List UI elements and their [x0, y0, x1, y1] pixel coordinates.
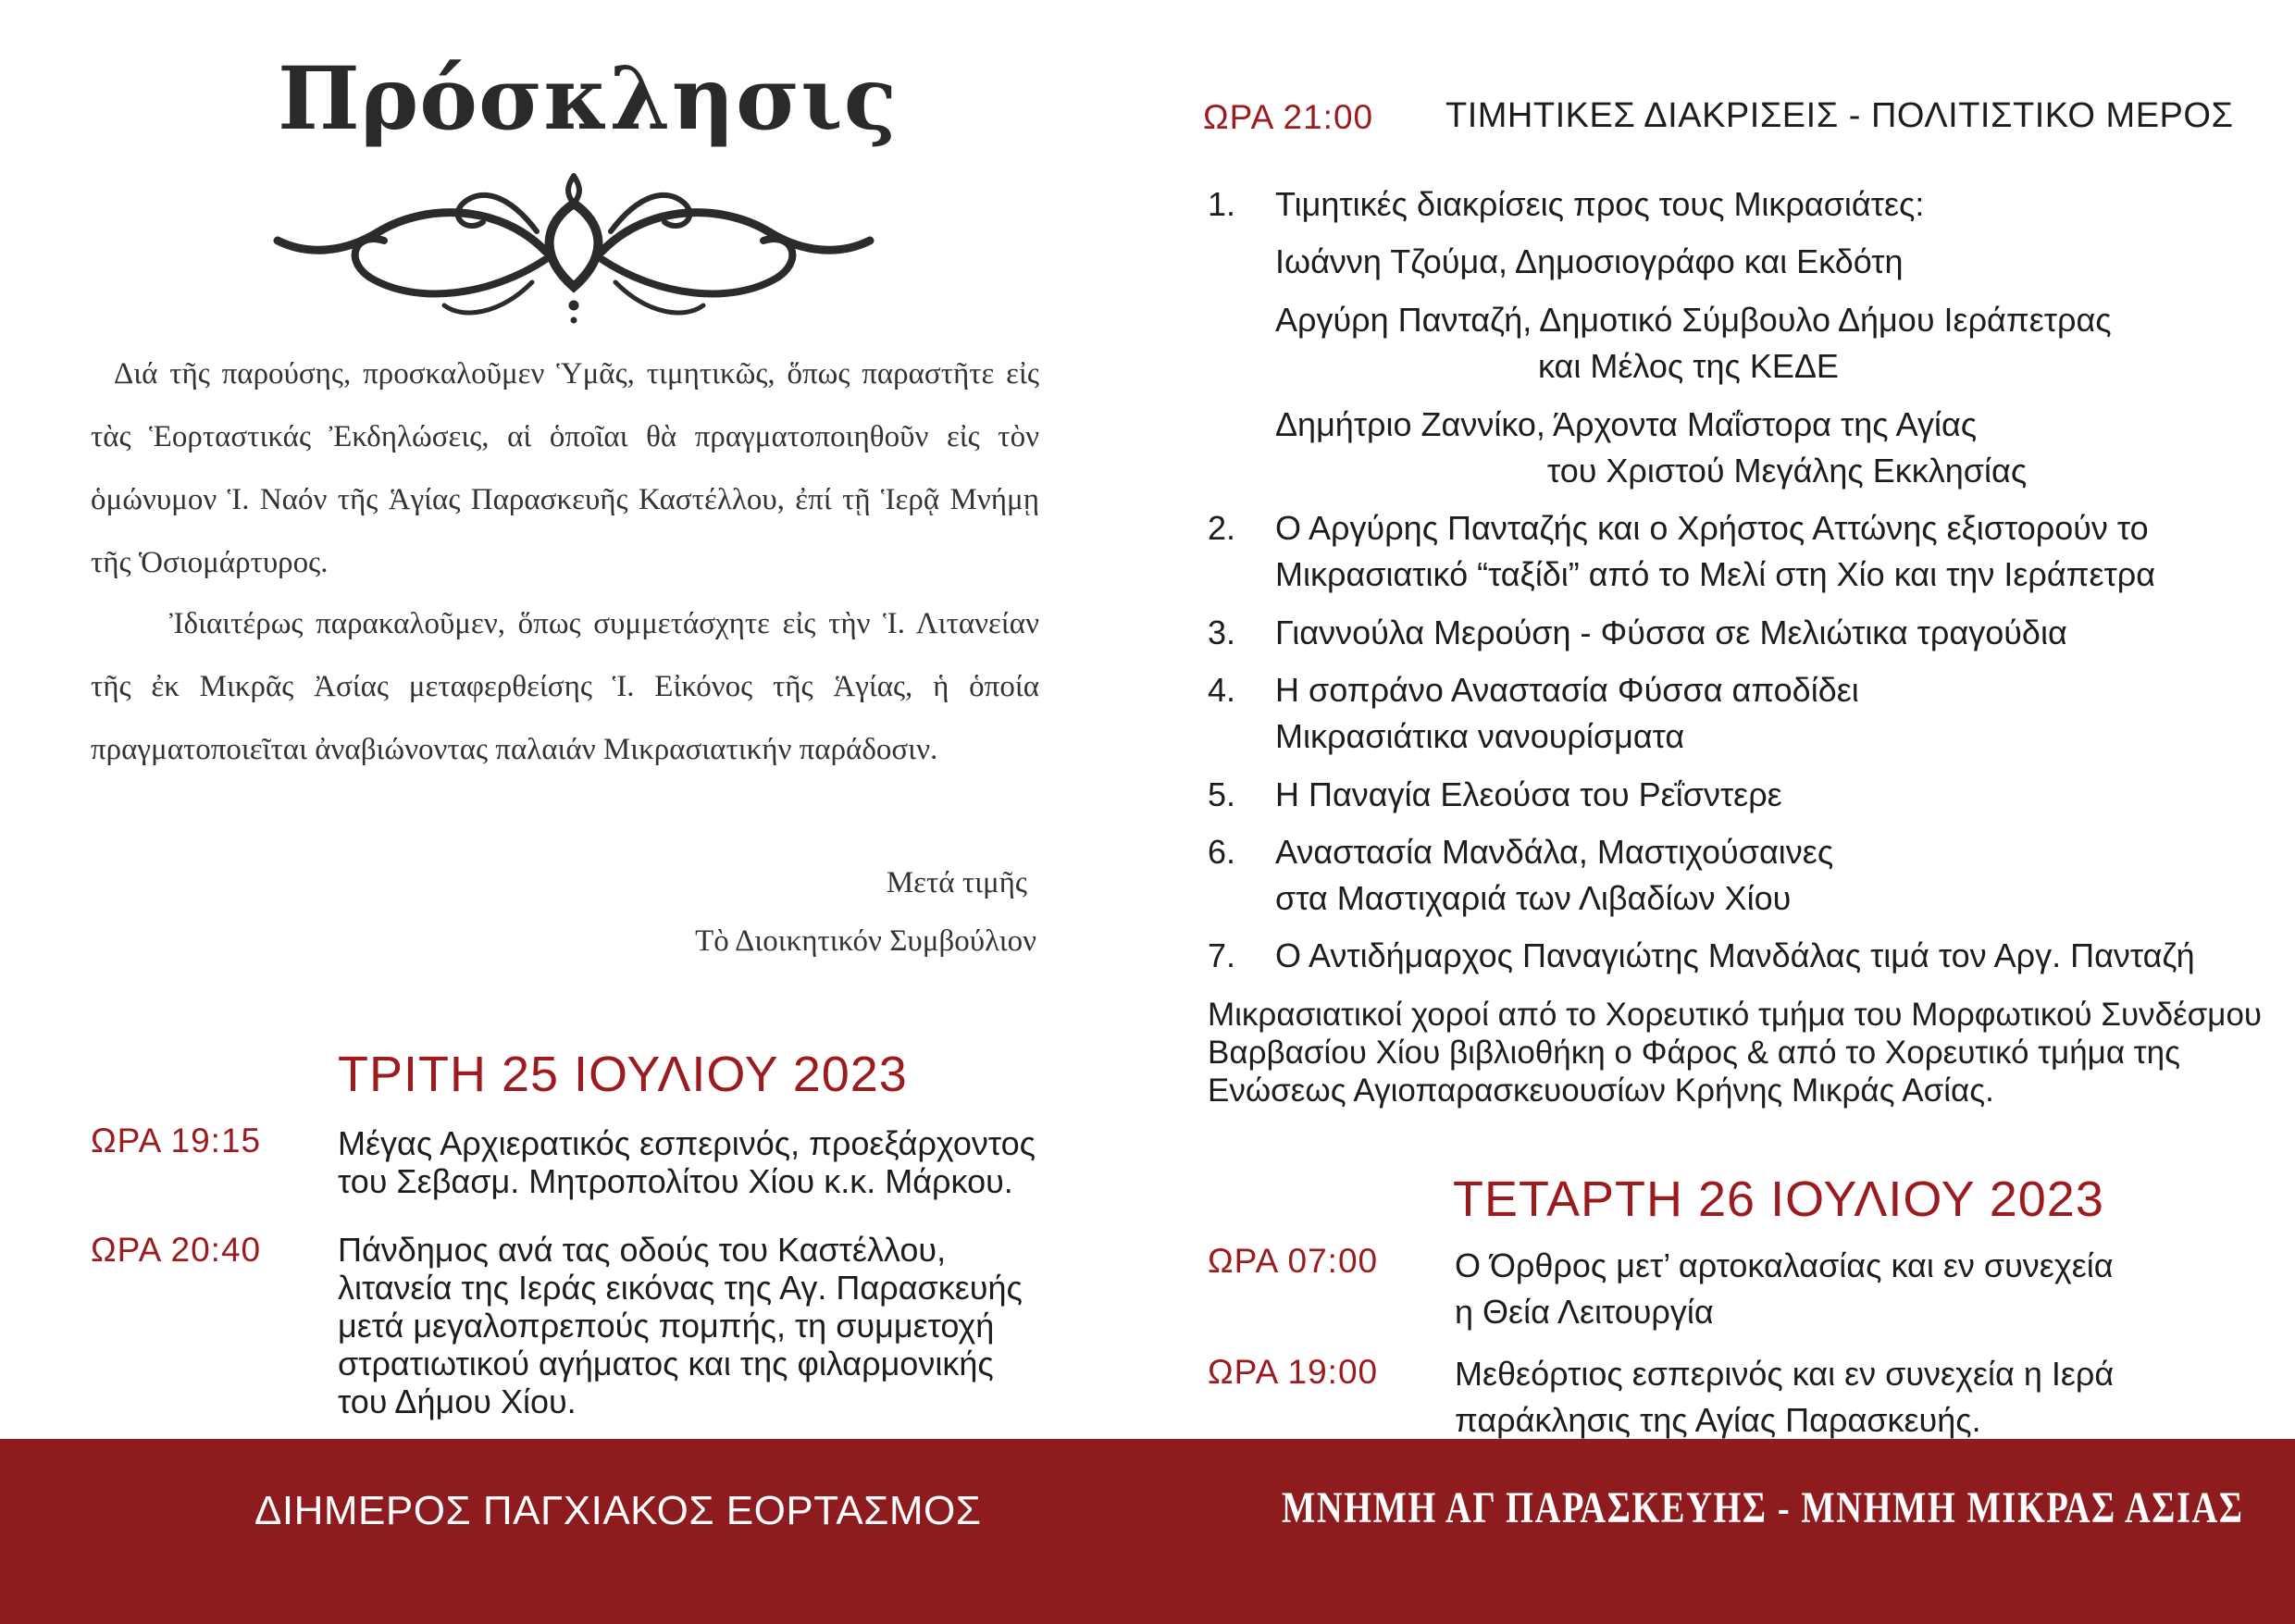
list-number: 2. [1208, 509, 1236, 547]
honoree-3: Δημήτριο Ζαννίκο, Άρχοντα Μαΐστορα της Αγίας [1275, 405, 1978, 443]
list-number: 1. [1208, 185, 1236, 223]
event-time: ΩΡΑ 21:00 [1203, 98, 1374, 136]
event-time: ΩΡΑ 07:00 [1208, 1242, 1379, 1280]
list-number: 3. [1208, 614, 1236, 651]
honoree-3-detail: του Χριστού Μεγάλης Εκκλησίας [1547, 452, 2028, 490]
list-item-text: Γιαννούλα Μερούση - Φύσσα σε Μελιώτικα τραγούδια [1275, 614, 2067, 651]
list-item-text: Ο Αντιδήμαρχος Παναγιώτης Μανδάλας τιμά τον Αργ. Πανταζή [1275, 936, 2195, 974]
list-number: 4. [1208, 671, 1236, 709]
list-item-text: Μικρασιάτικα νανουρίσματα [1275, 717, 1685, 755]
list-number: 5. [1208, 775, 1236, 813]
list-number: 6. [1208, 833, 1236, 871]
list-item-text: στα Μαστιχαριά των Λιβαδίων Χίου [1275, 879, 1792, 917]
list-item-text: Η Παναγία Ελεούσα του Ρεΐσντερε [1275, 775, 1782, 813]
event-time: ΩΡΑ 19:15 [91, 1122, 262, 1159]
footer-right-text: ΜΝΗΜΗ ΑΓ ΠΑΡΑΣΚΕΥΗΣ - ΜΝΗΜΗ ΜΙΚΡΑΣ ΑΣΙΑΣ [1282, 1483, 2244, 1532]
section-title: ΤΙΜΗΤΙΚΕΣ ΔΙΑΚΡΙΣΕΙΣ - ΠΟΛΙΤΙΣΤΙΚΟ ΜΕΡΟΣ [1445, 96, 2234, 135]
page-title: Πρόσκλησις [278, 48, 899, 150]
honoree-2: Αργύρη Πανταζή, Δημοτικό Σύμβουλο Δήμου Ιεράπετρας [1275, 301, 2112, 339]
dance-groups-note: Μικρασιατικοί χοροί από το Χορευτικό τμήμα του Μορφωτικού Συνδέσμου Βαρβασίου Χίου βιβλιοθήκη ο Φάρος & από το Χορευτικό τμήμα της Ενώσεως Αγιοπαρασκευουσίων Κρήνης Μικράς Ασίας. [1208, 997, 2263, 1109]
footer-left-text: ΔΙΗΜΕΡΟΣ ΠΑΓΧΙΑΚΟΣ ΕΟΡΤΑΣΜΟΣ [254, 1488, 982, 1533]
tuesday-heading: ΤΡΙΤΗ 25 ΙΟΥΛΙΟΥ 2023 [338, 1047, 908, 1102]
event-time: ΩΡΑ 20:40 [91, 1231, 262, 1269]
list-item-text: Τιμητικές διακρίσεις προς τους Μικρασιάτες: [1275, 185, 1925, 223]
event-description: Μεθεόρτιος εσπερινός και εν συνεχεία η Ιερά παράκλησις της Αγίας Παρασκευής. [1455, 1355, 2115, 1439]
list-item-text: Ο Αργύρης Πανταζής και ο Χρήστος Αττώνης εξιστορούν το [1275, 509, 2149, 547]
signature-text: Τὸ Διοικητικόν Συμβούλιον [695, 924, 1036, 958]
event-time: ΩΡΑ 19:00 [1208, 1353, 1379, 1391]
event-description: Ο Όρθρος μετ’ αρτοκαλασίας και εν συνεχεία η Θεία Λειτουργία [1455, 1246, 2114, 1331]
list-item-text: Η σοπράνο Αναστασία Φύσσα αποδίδει [1275, 671, 1859, 709]
closing-text: Μετά τιμῆς [886, 866, 1027, 899]
invitation-paragraph-1: Διά τῆς παρούσης, προσκαλοῦμεν Ὑμᾶς, τιμητικῶς, ὅπως παραστῆτε εἰς τὰς Ἑορταστικάς Ἐκδηλώσεις, αἱ ὁποῖαι θὰ πραγματοποιηθοῦν εἰς τὸν ὁμώνυμον Ἱ. Ναόν τῆς Ἁγίας Παρασκευῆς Καστέλλου, ἐπί τῇ Ἱερᾷ Μνήμῃ τῆς Ὁσιομάρτυρος. [91, 357, 1039, 579]
list-item-text: Αναστασία Μανδάλα, Μαστιχούσαινες [1275, 833, 1834, 871]
list-number: 7. [1208, 936, 1236, 974]
list-item-text: Μικρασιατικό “ταξίδι” από το Μελί στη Χίο και την Ιεράπετρα [1275, 555, 2156, 593]
wednesday-heading: ΤΕΤΑΡΤΗ 26 ΙΟΥΛΙΟΥ 2023 [1453, 1172, 2104, 1227]
honoree-1: Ιωάννη Τζούμα, Δημοσιογράφο και Εκδότη [1275, 242, 1904, 280]
honoree-2-detail: και Μέλος της ΚΕΔΕ [1538, 347, 1839, 385]
event-description: Μέγας Αρχιερατικός εσπερινός, προεξάρχοντος του Σεβασμ. Μητροπολίτου Χίου κ.κ. Μάρκου. [338, 1124, 1036, 1200]
flourish-ornament-icon [268, 167, 879, 329]
event-description: Πάνδημος ανά τας οδούς του Καστέλλου, λιτανεία της Ιεράς εικόνας της Αγ. Παρασκευής μετά μεγαλοπρεπούς πομπής, τη συμμετοχή στρατιωτικού αγήματος και της φιλαρμονικής του Δήμου Χίου. [338, 1231, 1023, 1420]
invitation-paragraph-2: Ἰδιαιτέρως παρακαλοῦμεν, ὅπως συμμετάσχητε εἰς τὴν Ἱ. Λιτανείαν τῆς ἐκ Μικρᾶς Ἀσίας μεταφερθείσης Ἱ. Εἰκόνος τῆς Ἁγίας, ἡ ὁποία πραγματοποιεῖται ἀναβιώνοντας παλαιάν Μικρασιατικήν παράδοσιν. [91, 607, 1039, 766]
